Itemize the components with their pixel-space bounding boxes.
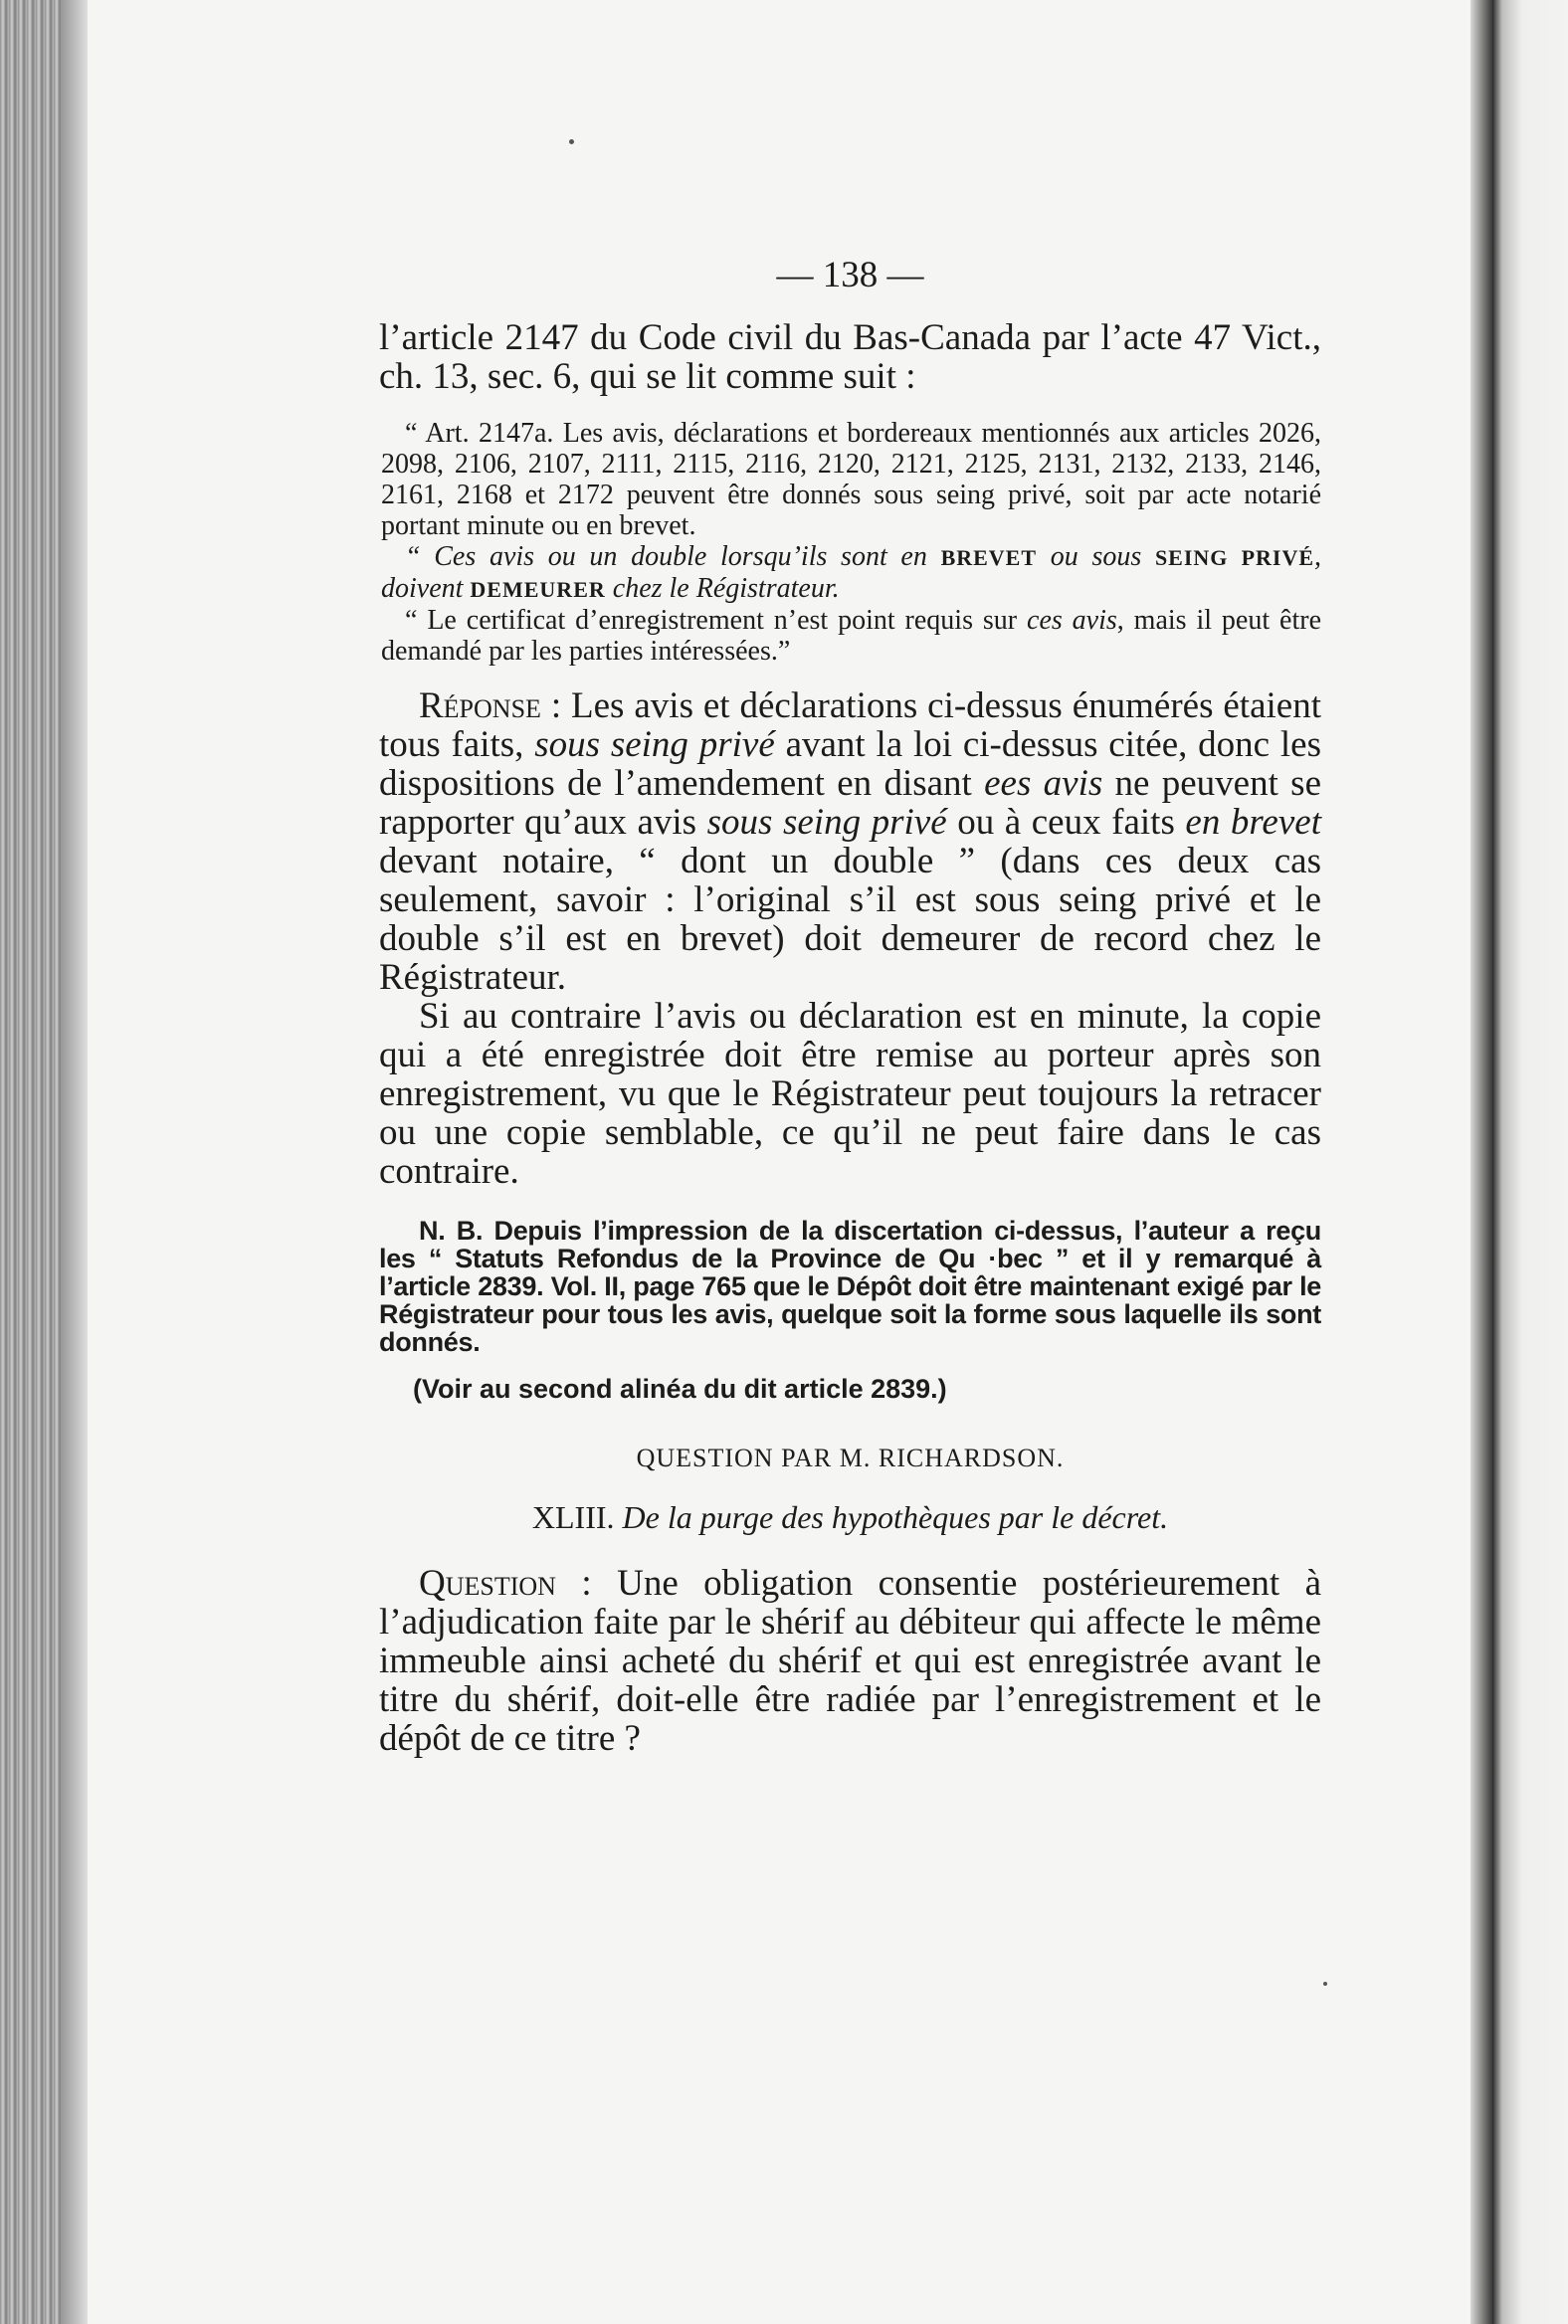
page-text: [379, 254, 1321, 1758]
nb-reference: (Voir au second alinéa du dit article 2839.): [413, 1374, 947, 1404]
intro-paragraph: l’article 2147 du Code civil du Bas-Canada par l’acte 47 Vict., ch. 13, sec. 6, qui se lit comme suit :: [379, 317, 1321, 397]
answer-label: Réponse: [419, 685, 541, 726]
quote-italic-4: chez le Régistrateur.: [612, 573, 840, 604]
answer-italic-2: ees avis: [984, 763, 1103, 804]
answer-sep: :: [540, 685, 572, 726]
section-heading: [379, 1499, 1321, 1536]
answer-text-2: avant la loi ci-dessus citée, donc les dispositions de l’amendement en disant: [379, 724, 1321, 804]
answer-text-1: Les avis et déclarations ci-dessus énumérés étaient tous faits,: [379, 685, 1321, 765]
quote-caps-brevet: BREVET: [940, 545, 1038, 570]
question-text: Une obligation consentie postérieurement à l’adjudication faite par le shérif au débiteur qui affecte le même immeuble ainsi acheté du shérif et qui est enregistrée avant le titre du shérif, doit-elle être radiée par l’enregistrement et le dépôt de ce titre ?: [379, 1563, 1322, 1759]
question-sep: :: [555, 1563, 618, 1604]
answer-text-4: ou à ceux faits: [946, 802, 1186, 843]
answer-paragraph: [379, 686, 1321, 997]
nb-note: N. B. Depuis l’impression de la discertation ci-dessus, l’auteur a reçu les “ Statuts Refondus de la Province de Qu ·bec ” et il y remarqué à l’article 2839. Vol. II, page 765 que le Dépôt doit être maintenant exigé par le Régistrateur pour tous les avis, quelque soit la forme sous laquelle ils sont donnés.: [379, 1216, 1321, 1357]
answer-text-5: devant notaire, “ dont un double ” (dans ces deux cas seulement, savoir : l’original s’il est sous seing privé et le double s’il est en brevet) doit demeurer de record chez le Régistrateur.: [379, 841, 1321, 998]
question-label: Question: [419, 1563, 556, 1604]
page-edge-right: [1470, 0, 1492, 2324]
quote-text-3: “ Le certificat d’enregistrement n’est point requis sur: [405, 605, 1018, 636]
facing-page-edge: [1492, 0, 1568, 2324]
quoted-article: [379, 418, 1321, 667]
quote-italic-2: ou sous: [1050, 541, 1142, 572]
speck: [569, 139, 574, 144]
quote-text-4: , mais il peut être demandé par les parties intéressées.”: [381, 605, 1322, 667]
quote-caps-demeurer: DEMEURER: [470, 577, 606, 602]
quote-italic-5: ces avis: [1027, 605, 1117, 636]
second-paragraph: Si au contraire l’avis ou déclaration est en minute, la copie qui a été enregistrée doit être remise au porteur après son enregistrement, vu que le Régistrateur peut toujours la retracer ou une copie semblable, ce qu’il ne peut faire dans le cas contraire.: [379, 996, 1321, 1192]
answer-italic-1: sous seing privé: [534, 724, 775, 765]
answer-italic-4: en brevet: [1185, 802, 1321, 843]
quote-line-3: [381, 605, 1321, 667]
answer-italic-3: sous seing privé: [706, 802, 947, 843]
question-paragraph: [379, 1564, 1321, 1758]
quote-italic-1: “ Ces avis ou un double lorsqu’ils sont en: [405, 541, 927, 572]
section-number: XLIII.: [531, 1499, 615, 1535]
answer-text-3: ne peuvent se rapporter qu’aux avis: [379, 763, 1321, 843]
quote-caps-seing: SEING PRIVÉ: [1154, 545, 1315, 570]
page-number: — 138 —: [776, 255, 924, 295]
question-author-heading: QUESTION PAR M. RICHARDSON.: [636, 1444, 1065, 1472]
quote-italic-3: , doivent: [381, 541, 1322, 604]
book-edge-left: [0, 0, 62, 2324]
speck: [1323, 1982, 1327, 1986]
quote-line-1: “ Art. 2147a. Les avis, déclarations et bordereaux mentionnés aux articles 2026, 2098, 2106, 2107, 2111, 2115, 2116, 2120, 2121, 2125, 2131, 2132, 2133, 2146, 2161, 2168 et 2172 peuvent être donnés sous seing privé, soit par acte notarié portant minute ou en brevet.: [381, 418, 1321, 541]
quote-line-2: [381, 541, 1321, 605]
section-title: De la purge des hypothèques par le décret.: [622, 1499, 1169, 1535]
gutter-shadow: [62, 0, 88, 2324]
